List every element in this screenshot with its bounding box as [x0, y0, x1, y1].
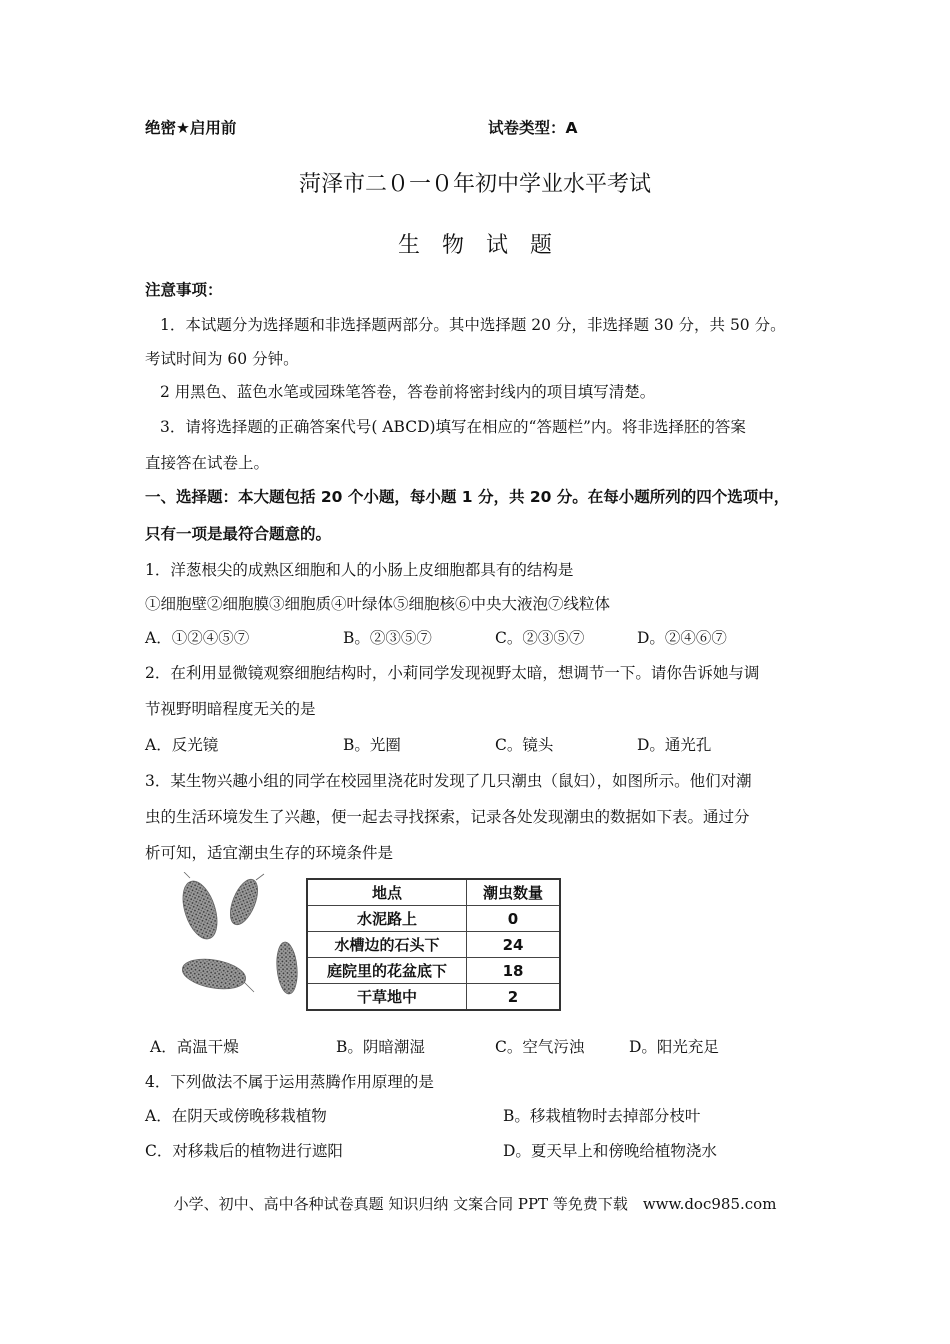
q1-option-c: C。②③⑤⑦ — [495, 629, 585, 647]
q3-option-d: D。阳光充足 — [629, 1038, 719, 1056]
q1-option-d: D。②④⑥⑦ — [637, 629, 727, 647]
q2-option-a: A．反光镜 — [145, 736, 219, 754]
q2-stem-line-1: 2．在利用显微镜观察细胞结构时，小莉同学发现视野太暗，想调节一下。请你告诉她与调 — [145, 664, 760, 682]
exam-title: 菏泽市二０一０年初中学业水平考试 — [298, 172, 651, 197]
q2-option-b: B。光圈 — [343, 736, 401, 754]
note-2: 2 用黑色、蓝色水笔或园珠笔答卷，答卷前将密封线内的项目填写清楚。 — [160, 383, 656, 401]
exam-subtitle: 生 物 试 题 — [397, 233, 552, 258]
q1-structure-list: ①细胞壁②细胞膜③细胞质④叶绿体⑤细胞核⑥中央大液泡⑦线粒体 — [145, 595, 611, 613]
note-3-line-2: 直接答在试卷上。 — [145, 454, 270, 472]
woodlouse-3 — [180, 955, 254, 994]
note-1-line-1: 1．本试题分为选择题和非选择题两部分。其中选择题 20 分，非选择题 30 分，共 50 分。 — [160, 316, 786, 334]
q2-stem-line-2: 节视野明暗程度无关的是 — [145, 700, 316, 718]
woodlouse-2 — [225, 874, 264, 928]
table-header-row — [307, 879, 560, 906]
footer-text: 小学、初中、高中各种试卷真题 知识归纳 文案合同 PPT 等免费下载 www.doc985.com — [173, 1195, 777, 1213]
table-row — [307, 932, 560, 958]
note-3-line-1: 3．请将选择题的正确答案代号( ABCD)填写在相应的“答题栏”内。将非选择胚的答案 — [160, 418, 746, 436]
q3-option-c: C。空气污浊 — [495, 1038, 585, 1056]
table-cell-count: 24 — [467, 932, 561, 958]
table-cell-count: 2 — [467, 984, 561, 1011]
table-cell-count: 0 — [467, 906, 561, 932]
notes-heading: 注意事项： — [145, 281, 223, 299]
q3-stem-line-3: 析可知，适宜潮虫生存的环境条件是 — [145, 844, 394, 862]
note-1-line-2: 考试时间为 60 分钟。 — [145, 350, 299, 368]
q4-option-d: D。夏天早上和傍晚给植物浇水 — [503, 1142, 717, 1160]
table-cell-location: 水泥路上 — [307, 906, 467, 932]
table-header-location: 地点 — [307, 879, 467, 906]
section-1-instruction-line-1: 一、选择题：本大题包括 20 个小题，每小题 1 分，共 20 分。在每小题所列的四个选项中， — [145, 488, 790, 506]
table-row — [307, 906, 560, 932]
q4-stem: 4．下列做法不属于运用蒸腾作用原理的是 — [145, 1073, 434, 1091]
woodlouse-4 — [275, 941, 299, 995]
q1-stem: 1．洋葱根尖的成熟区细胞和人的小肠上皮细胞都具有的结构是 — [145, 561, 574, 579]
q3-option-a: A．高温干燥 — [150, 1038, 239, 1056]
woodlouse-1 — [176, 872, 223, 943]
woodlouse-illustration — [170, 872, 300, 1002]
table-row — [307, 984, 560, 1011]
q1-option-a: A．①②④⑤⑦ — [145, 629, 250, 647]
table-cell-location: 水槽边的石头下 — [307, 932, 467, 958]
q2-option-c: C。镜头 — [495, 736, 554, 754]
q3-stem-line-2: 虫的生活环境发生了兴趣，便一起去寻找探索，记录各处发现潮虫的数据如下表。通过分 — [145, 808, 750, 826]
paper-type-label: 试卷类型：A — [488, 119, 578, 137]
table-row — [307, 958, 560, 984]
table-cell-count: 18 — [467, 958, 561, 984]
q2-option-d: D。通光孔 — [637, 736, 712, 754]
confidential-label: 绝密★启用前 — [145, 119, 237, 137]
woodlouse-count-table — [306, 878, 561, 1011]
q1-option-b: B。②③⑤⑦ — [343, 629, 432, 647]
q3-stem-line-1: 3．某生物兴趣小组的同学在校园里浇花时发现了几只潮虫（鼠妇），如图所示。他们对潮 — [145, 772, 752, 790]
table-cell-location: 干草地中 — [307, 984, 467, 1011]
q3-option-b: B。阴暗潮湿 — [336, 1038, 425, 1056]
q4-option-c: C．对移栽后的植物进行遮阳 — [145, 1142, 343, 1160]
q4-option-b: B。移栽植物时去掉部分枝叶 — [503, 1107, 701, 1125]
q4-option-a: A．在阴天或傍晚移栽植物 — [145, 1107, 327, 1125]
table-cell-location: 庭院里的花盆底下 — [307, 958, 467, 984]
section-1-instruction-line-2: 只有一项是最符合题意的。 — [145, 525, 332, 543]
table-header-count: 潮虫数量 — [467, 879, 561, 906]
